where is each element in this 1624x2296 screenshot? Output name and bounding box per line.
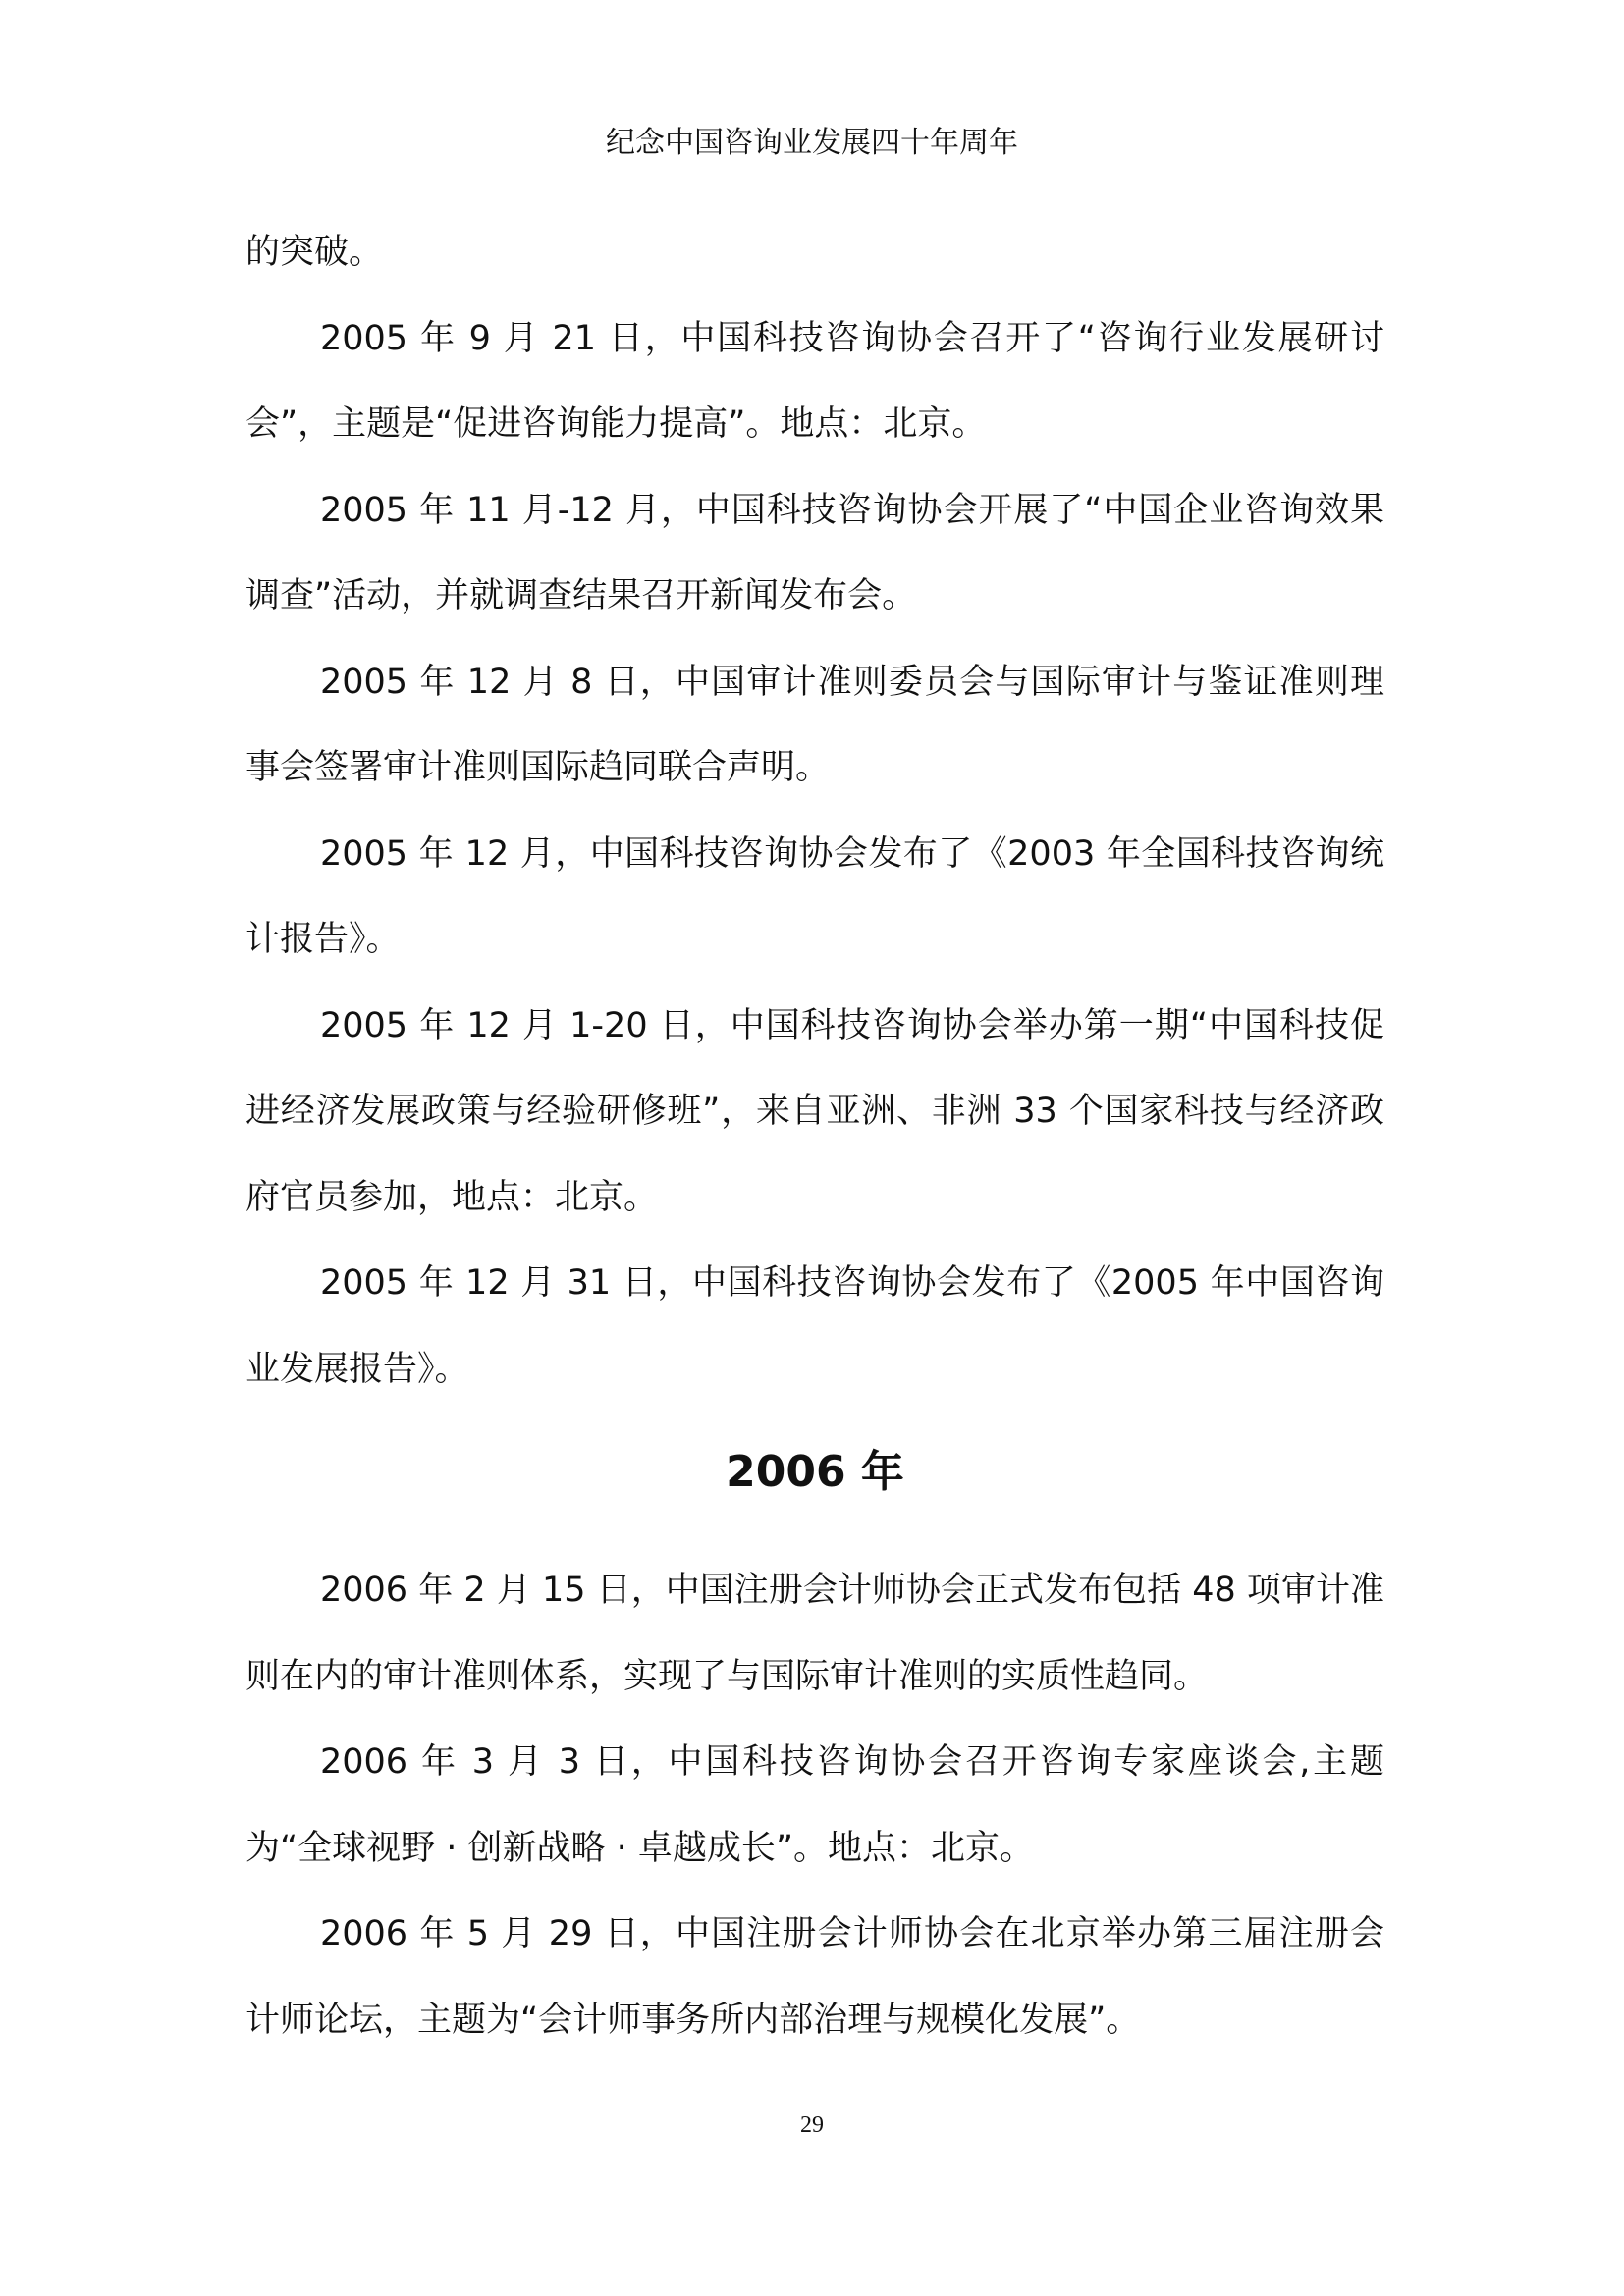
paragraph-2006-mar: 2006 年 3 月 3 日，中国科技咨询协会召开咨询专家座谈会,主题为“全球视野 · 创新战略 · 卓越成长”。地点：北京。 xyxy=(245,1742,1384,1868)
paragraph-2005-nov-dec: 2005 年 11 月-12 月，中国科技咨询协会开展了“中国企业咨询效果调查”活动，并就调查结果召开新闻发布会。 xyxy=(245,490,1384,615)
paragraph-2005-dec-31: 2005 年 12 月 31 日，中国科技咨询协会发布了《2005 年中国咨询业发展报告》。 xyxy=(245,1263,1384,1389)
page-number: 29 xyxy=(800,2112,824,2138)
paragraph-2006-feb: 2006 年 2 月 15 日，中国注册会计师协会正式发布包括 48 项审计准则在内的审计准则体系，实现了与国际审计准则的实质性趋同。 xyxy=(245,1571,1384,1696)
paragraph-2005-dec-seminar: 2005 年 12 月 1-20 日，中国科技咨询协会举办第一期“中国科技促进经济发展政策与经验研修班”，来自亚洲、非洲 33 个国家科技与经济政府官员参加，地点：北京。 xyxy=(245,1005,1384,1217)
paragraph-2005-dec-report: 2005 年 12 月，中国科技咨询协会发布了《2003 年全国科技咨询统计报告》。 xyxy=(245,833,1384,959)
page-header: 纪念中国咨询业发展四十年周年 xyxy=(606,126,1018,160)
paragraph-2005-sep: 2005 年 9 月 21 日，中国科技咨询协会召开了“咨询行业发展研讨会”，主题是“促进咨询能力提高”。地点：北京。 xyxy=(245,318,1384,444)
paragraph-continuation: 的突破。 xyxy=(245,233,384,272)
document-body xyxy=(245,210,1384,2063)
paragraph-2005-dec-8: 2005 年 12 月 8 日，中国审计准则委员会与国际审计与鉴证准则理事会签署审计准则国际趋同联合声明。 xyxy=(245,662,1384,787)
paragraph-2006-may: 2006 年 5 月 29 日，中国注册会计师协会在北京举办第三届注册会计师论坛，主题为“会计师事务所内部治理与规模化发展”。 xyxy=(245,1914,1384,2040)
section-heading-2006: 2006 年 xyxy=(726,1447,904,1497)
